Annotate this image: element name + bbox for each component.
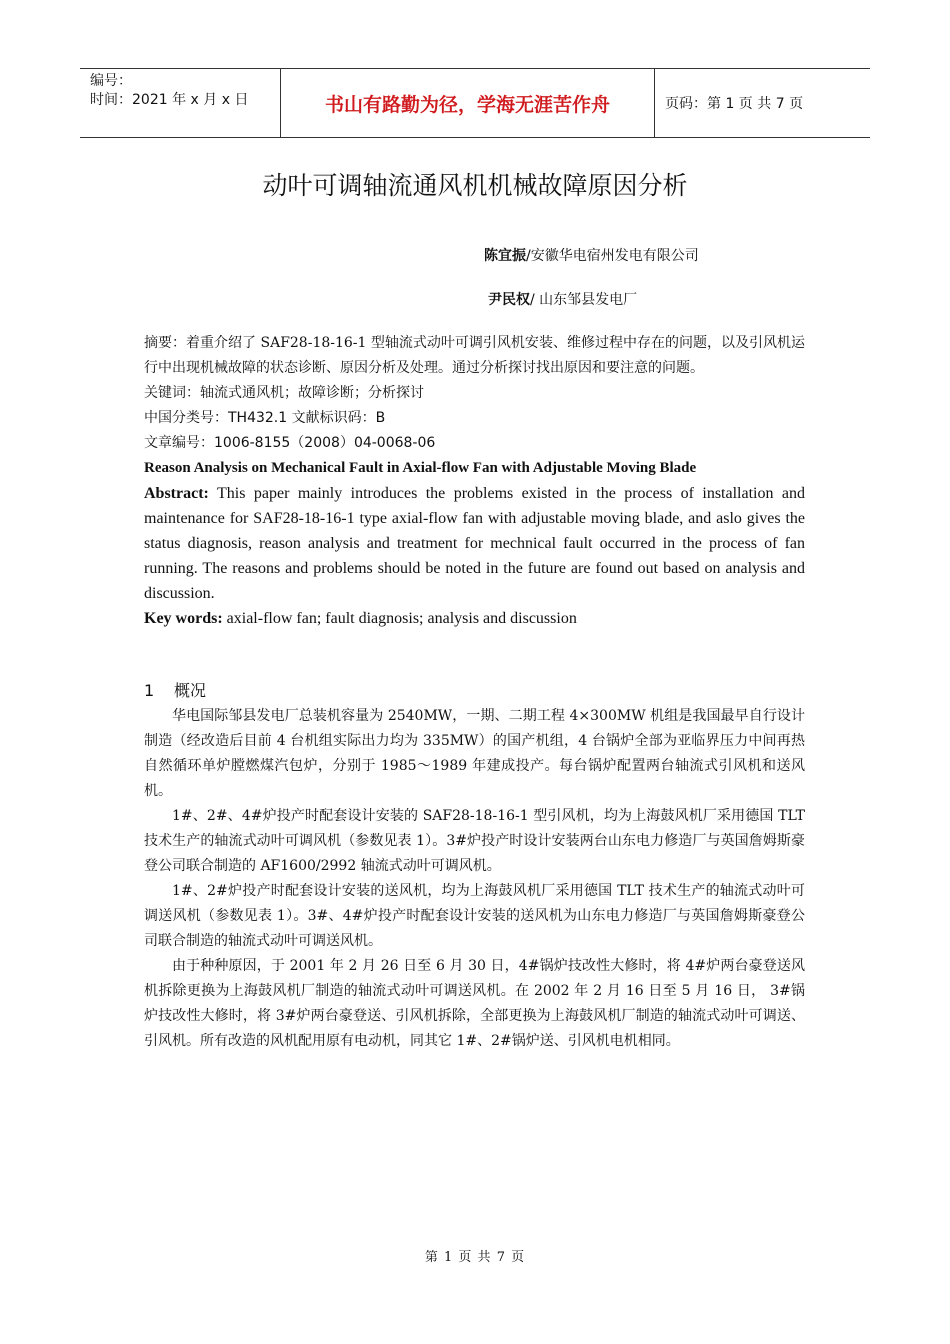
header-divider	[654, 69, 655, 137]
english-keywords-label: Key words:	[144, 610, 223, 627]
header-table	[80, 68, 870, 138]
section-number: 1	[144, 681, 155, 700]
keywords-label: 关键词：	[144, 385, 200, 401]
author-line	[488, 289, 637, 309]
header-page-label: 页码：第 1 页 共 7 页	[665, 96, 804, 112]
section-heading	[144, 678, 805, 704]
paragraph: 1#、2#、4#炉投产时配套设计安装的 SAF28-18-16-1 型引风机，均为上海鼓风机厂采用德国 TLT 技术生产的轴流式动叶可调风机（参数见表 1）。3#炉投产时设计安装两台山东电力修造厂与英国詹姆斯豪登公司联合制造的 AF1600/2992 轴流式动叶可调风机。	[144, 808, 805, 874]
english-abstract-text: This paper mainly introduces the problems existed in the process of installation and maintenance for SAF28-18-16-1 type axial-flow fan with adjustable moving blade, and aslo gives the status diagnosis, reason analysis and treatment for mechnical fault occurred in the process of fan running. The reasons and problems should be noted in the future are found out based on analysis and discussion.	[144, 485, 805, 602]
section-title: 概况	[174, 681, 207, 700]
english-title: Reason Analysis on Mechanical Fault in Axial-flow Fan with Adjustable Moving Blade	[144, 460, 697, 476]
abstract-label: 摘要：	[144, 335, 187, 351]
english-keywords	[144, 606, 805, 631]
english-abstract	[144, 481, 805, 606]
doc-title: 动叶可调轴流通风机机械故障原因分析	[262, 171, 688, 200]
abstract-text: 着重介绍了 SAF28-18-16-1 型轴流式动叶可调引风机安装、维修过程中存在的问题，以及引风机运行中出现机械故障的状态诊断、原因分析及处理。通过分析探讨找出原因和要注意的问题。	[144, 335, 806, 376]
classification-line: 中国分类号：TH432.1 文献标识码：B	[144, 410, 386, 426]
abstract-block	[144, 331, 805, 631]
abstract-cn	[144, 331, 805, 381]
doc-number-label: 编号：	[90, 73, 132, 89]
english-keywords-text: axial-flow fan; fault diagnosis; analysis and discussion	[222, 610, 577, 627]
paragraph: 由于种种原因，于 2001 年 2 月 26 日至 6 月 30 日，4#锅炉技改性大修时，将 4#炉两台豪登送风机拆除更换为上海鼓风机厂制造的轴流式动叶可调送风机。在 2002 年 2 月 16 日至 5 月 16 日， 3#锅炉技改性大修时，将 3#炉两台豪登送、引风机拆除，全部更换为上海鼓风机厂制造的轴流式动叶可调送、引风机。所有改造的风机配用原有电动机，同其它 1#、2#锅炉送、引风机电机相同。	[144, 958, 805, 1049]
page-footer: 第 1 页 共 7 页	[424, 1250, 526, 1265]
doc-time-label: 时间：2021 年 x 月 x 日	[90, 92, 249, 108]
english-abstract-label: Abstract:	[144, 485, 209, 502]
author-name: 陈宜振	[484, 248, 526, 264]
header-meta	[90, 72, 280, 110]
header-motto: 书山有路勤为径，学海无涯苦作舟	[324, 93, 610, 116]
author-affiliation: /安徽华电宿州发电有限公司	[526, 248, 699, 264]
author-line	[484, 245, 699, 265]
section-overview	[144, 678, 805, 1054]
paragraph: 华电国际邹县发电厂总装机容量为 2540MW，一期、二期工程 4×300MW 机组是我国最早自行设计制造（经改造后目前 4 台机组实际出力均为 335MW）的国产机组，4 台锅炉全部为亚临界压力中间再热自然循环单炉膛燃煤汽包炉，分别于 1985～1989 年建成投产。每台锅炉配置两台轴流式引风机和送风机。	[144, 708, 805, 799]
author-name: 尹民权	[488, 292, 530, 308]
keywords-cn	[144, 381, 805, 406]
article-number-line: 文章编号：1006-8155（2008）04-0068-06	[144, 435, 436, 451]
keywords-text: 轴流式通风机；故障诊断；分析探讨	[200, 385, 424, 401]
paragraph: 1#、2#炉投产时配套设计安装的送风机，均为上海鼓风机厂采用德国 TLT 技术生产的轴流式动叶可调送风机（参数见表 1）。3#、4#炉投产时配套设计安装的送风机为山东电力修造厂与英国詹姆斯豪登公司联合制造的轴流式动叶可调送风机。	[144, 883, 805, 949]
author-affiliation: / 山东邹县发电厂	[530, 292, 638, 308]
